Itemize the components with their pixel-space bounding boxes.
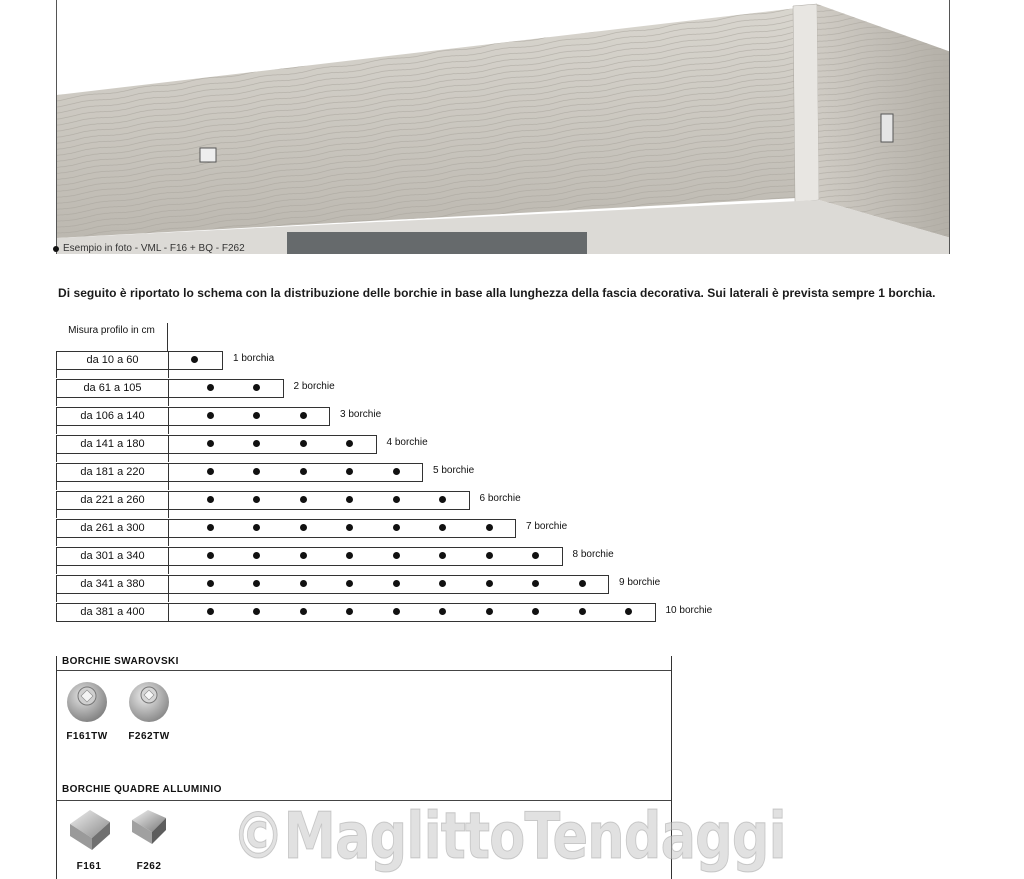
stud-dot-icon [253,496,260,503]
schema-row [56,407,776,425]
schema-header: Misura profilo in cm [68,325,155,336]
stud-dot-icon [207,552,214,559]
stud-dot-icon [253,440,260,447]
stud-dot-icon [207,412,214,419]
stud-dot-icon [191,356,198,363]
swarovski-section-title: BORCHIE SWAROVSKI [62,656,179,667]
stud-dot-icon [300,468,307,475]
stud-dot-icon [625,608,632,615]
stud-dot-icon [207,524,214,531]
stud-dot-icon [393,524,400,531]
stud-dot-icon [253,384,260,391]
stud-dot-icon [207,580,214,587]
stud-dot-icon [300,412,307,419]
stud-dot-icon [346,552,353,559]
profile-bar [167,519,516,538]
square-stud-icon [64,806,114,854]
schema-row [56,379,776,397]
caption-bullet-icon [53,246,59,252]
schema-row [56,435,776,453]
range-label: da 341 a 380 [56,575,169,594]
stud-dot-icon [439,552,446,559]
photo-caption [53,243,245,254]
stud-dot-icon [439,580,446,587]
stud-count-label: 6 borchie [479,493,521,504]
range-label: da 10 a 60 [56,351,169,370]
stud-dot-icon [439,608,446,615]
product-f262 [119,806,179,872]
row-spacer [56,454,169,462]
profile-bar [167,547,563,566]
stud-dot-icon [486,608,493,615]
range-label: da 221 a 260 [56,491,169,510]
stud-count-label: 5 borchie [433,465,475,476]
stud-dot-icon [532,608,539,615]
square-stud-icon [124,806,174,854]
round-stud-icon [127,678,171,724]
row-spacer [56,398,169,406]
range-label: da 261 a 300 [56,519,169,538]
stud-dot-icon [253,608,260,615]
row-spacer [56,566,169,574]
range-label: da 61 a 105 [56,379,169,398]
range-label: da 106 a 140 [56,407,169,426]
schema-row [56,575,776,593]
stud-dot-icon [207,384,214,391]
stud-dot-icon [579,608,586,615]
stud-count-label: 3 borchie [340,409,382,420]
profile-bar [167,463,423,482]
row-spacer [56,594,169,602]
range-label: da 381 a 400 [56,603,169,622]
row-spacer [56,538,169,546]
aluminium-section-title: BORCHIE QUADRE ALLUMINIO [62,784,222,795]
range-label: da 301 a 340 [56,547,169,566]
stud-count-label: 7 borchie [526,521,568,532]
stud-dot-icon [207,468,214,475]
range-label: da 141 a 180 [56,435,169,454]
round-stud-icon [65,678,109,724]
stud-dot-icon [253,580,260,587]
stud-dot-icon [486,580,493,587]
stud-count-label: 9 borchie [619,577,661,588]
schema-row [56,463,776,481]
row-spacer [56,510,169,518]
schema-row [56,351,776,369]
product-code: F161TW [66,731,108,742]
stud-dot-icon [346,440,353,447]
stud-dot-icon [207,440,214,447]
distribution-schema [56,323,776,623]
stud-count-label: 8 borchie [572,549,614,560]
schema-row [56,603,776,621]
schema-row [56,547,776,565]
product-code: F262 [136,861,162,872]
watermark: ©MaglittoTendaggi [232,800,786,874]
row-spacer [56,370,169,378]
stud-dot-icon [439,496,446,503]
row-spacer [56,426,169,434]
stud-dot-icon [207,608,214,615]
product-code: F262TW [128,731,170,742]
profile-bar [167,435,377,454]
row-spacer [56,482,169,490]
stud-dot-icon [393,608,400,615]
profile-bar [167,379,284,398]
stud-dot-icon [346,608,353,615]
stud-dot-icon [300,608,307,615]
stud-front-icon [200,148,216,162]
stud-count-label: 10 borchie [665,605,713,616]
stud-dot-icon [253,524,260,531]
stud-dot-icon [346,468,353,475]
stud-dot-icon [207,496,214,503]
stud-dot-icon [253,552,260,559]
stud-dot-icon [486,524,493,531]
product-f262tw [119,678,179,742]
stud-side-icon [881,114,893,142]
stud-dot-icon [253,412,260,419]
stud-dot-icon [393,468,400,475]
stud-count-label: 1 borchia [233,353,275,364]
schema-divider [167,323,168,351]
stud-dot-icon [300,552,307,559]
schema-row [56,491,776,509]
stud-dot-icon [300,440,307,447]
stud-dot-icon [393,552,400,559]
stud-dot-icon [532,580,539,587]
stud-dot-icon [439,524,446,531]
product-photo [56,0,950,254]
stud-dot-icon [393,496,400,503]
stud-dot-icon [346,524,353,531]
product-code: F161 [76,861,102,872]
schema-row [56,519,776,537]
photo-caption-text: Esempio in foto - VML - F16 + BQ - F262 [63,243,245,254]
profile-bar [167,575,609,594]
stud-count-label: 4 borchie [386,437,428,448]
stud-dot-icon [486,552,493,559]
product-f161tw [57,678,117,742]
stud-dot-icon [300,496,307,503]
stud-dot-icon [300,524,307,531]
stud-dot-icon [346,580,353,587]
stud-count-label: 2 borchie [293,381,335,392]
divider [57,670,671,671]
stud-dot-icon [346,496,353,503]
stud-dot-icon [300,580,307,587]
stud-dot-icon [393,580,400,587]
stud-dot-icon [579,580,586,587]
range-label: da 181 a 220 [56,463,169,482]
intro-text: Di seguito è riportato lo schema con la distribuzione delle borchie in base alla lunghezza della fascia decorativa. Sui laterali è prevista sempre 1 borchia. [58,286,936,300]
stud-dot-icon [532,552,539,559]
product-f161 [59,806,119,872]
stud-dot-icon [253,468,260,475]
